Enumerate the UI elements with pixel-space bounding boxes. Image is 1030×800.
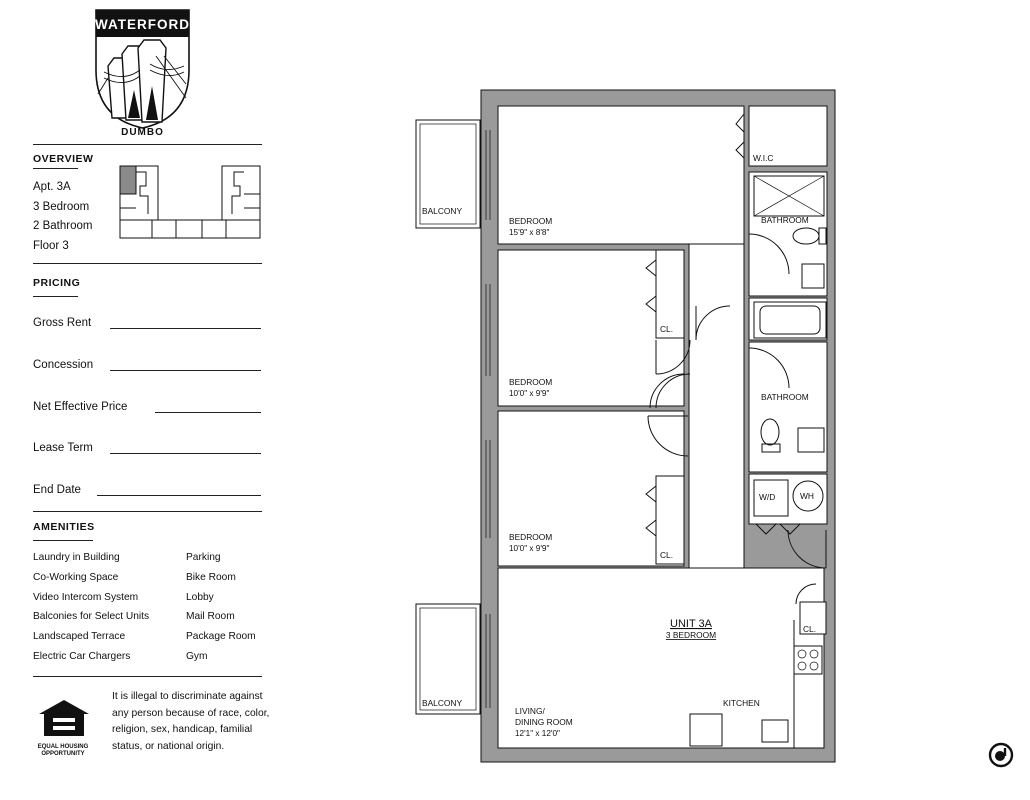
amenity-item: Co-Working Space	[33, 571, 119, 583]
heading-underline	[33, 296, 78, 297]
floor-plan	[410, 84, 840, 774]
amenities-list-right	[186, 548, 256, 667]
closet2-label: CL.	[660, 550, 674, 560]
bathroom-count: 2 Bathroom	[33, 220, 93, 232]
bedroom1-label: BEDROOM	[509, 216, 553, 226]
equal-housing-line2: OPPORTUNITY	[41, 751, 85, 757]
divider	[33, 144, 262, 145]
amenity-item: Landscaped Terrace	[33, 631, 126, 643]
divider	[33, 511, 262, 512]
water-heater-label: WH	[800, 491, 814, 501]
amenity-item: Lobby	[186, 591, 214, 603]
closet1-label: CL.	[660, 324, 674, 334]
bedroom1-size: 15'9" x 8'8"	[509, 228, 550, 237]
unit-highlight	[120, 166, 136, 194]
washer-dryer-label: W/D	[759, 492, 776, 502]
living-size: 12'1" x 12'0"	[515, 729, 560, 738]
kitchen-label: KITCHEN	[723, 698, 760, 708]
amenities-list-left	[33, 548, 149, 667]
closet3-label: CL.	[803, 624, 817, 634]
key-plan	[118, 164, 262, 240]
amenity-item: Mail Room	[186, 611, 235, 623]
amenity-item: Gym	[186, 650, 208, 662]
end-date-label: End Date	[33, 484, 81, 496]
bedroom-count: 3 Bedroom	[33, 200, 90, 213]
floor-number: Floor 3	[33, 239, 69, 252]
concession-line[interactable]	[110, 370, 261, 371]
logo-neighborhood: DUMBO	[121, 127, 164, 138]
bedroom2-label: BEDROOM	[509, 377, 553, 387]
gross-rent-label: Gross Rent	[33, 317, 92, 329]
divider	[33, 676, 262, 677]
amenity-item: Parking	[186, 552, 221, 563]
overview-details	[33, 178, 92, 256]
apartment-number: Apt. 3A	[33, 181, 71, 193]
end-date-line[interactable]	[97, 495, 261, 496]
bedroom3-label: BEDROOM	[509, 532, 553, 542]
brand-mark-icon	[988, 742, 1014, 768]
living-label-line1: LIVING/	[515, 706, 545, 716]
balcony-bottom-label: BALCONY	[422, 698, 463, 708]
balcony-top-label: BALCONY	[422, 206, 463, 216]
net-effective-price-label: Net Effective Price	[33, 401, 128, 413]
bathroom2-label: BATHROOM	[761, 392, 809, 402]
amenity-item: Electric Car Chargers	[33, 650, 131, 662]
bedroom3-size: 10'0" x 9'9"	[509, 544, 550, 553]
pricing-heading: PRICING	[33, 277, 81, 289]
amenity-item: Video Intercom System	[33, 591, 139, 603]
heading-underline	[33, 540, 93, 541]
living-label-line2: DINING ROOM	[515, 717, 573, 727]
unit-title: UNIT 3A	[670, 618, 712, 630]
fair-housing-notice: It is illegal to discriminate against any person because of race, color, religion, sex, handicap, familial status, or national origin.	[112, 691, 270, 752]
unit-subtitle: 3 BEDROOM	[665, 630, 717, 640]
bedroom2-size: 10'0" x 9'9"	[509, 389, 550, 398]
logo-wordmark: WATERFORD	[95, 17, 190, 32]
divider	[33, 263, 262, 264]
waterford-logo	[94, 8, 191, 130]
heading-underline	[33, 168, 78, 169]
net-effective-price-line[interactable]	[155, 412, 261, 413]
lease-term-label: Lease Term	[33, 442, 93, 454]
equal-housing-text	[30, 744, 96, 758]
gross-rent-line[interactable]	[110, 328, 261, 329]
overview-heading: OVERVIEW	[33, 153, 94, 165]
lease-term-line[interactable]	[110, 453, 261, 454]
amenity-item: Bike Room	[186, 571, 236, 583]
concession-label: Concession	[33, 359, 94, 371]
wic-label: W.I.C	[753, 153, 774, 163]
amenity-item: Balconies for Select Units	[33, 611, 150, 623]
equal-housing-line1: EQUAL HOUSING	[37, 744, 89, 750]
amenities-heading: AMENITIES	[33, 521, 95, 533]
amenity-item: Package Room	[186, 631, 256, 643]
bathroom1-label: BATHROOM	[761, 215, 809, 225]
amenity-item: Laundry in Building	[33, 552, 120, 563]
equal-housing-icon	[37, 698, 91, 740]
